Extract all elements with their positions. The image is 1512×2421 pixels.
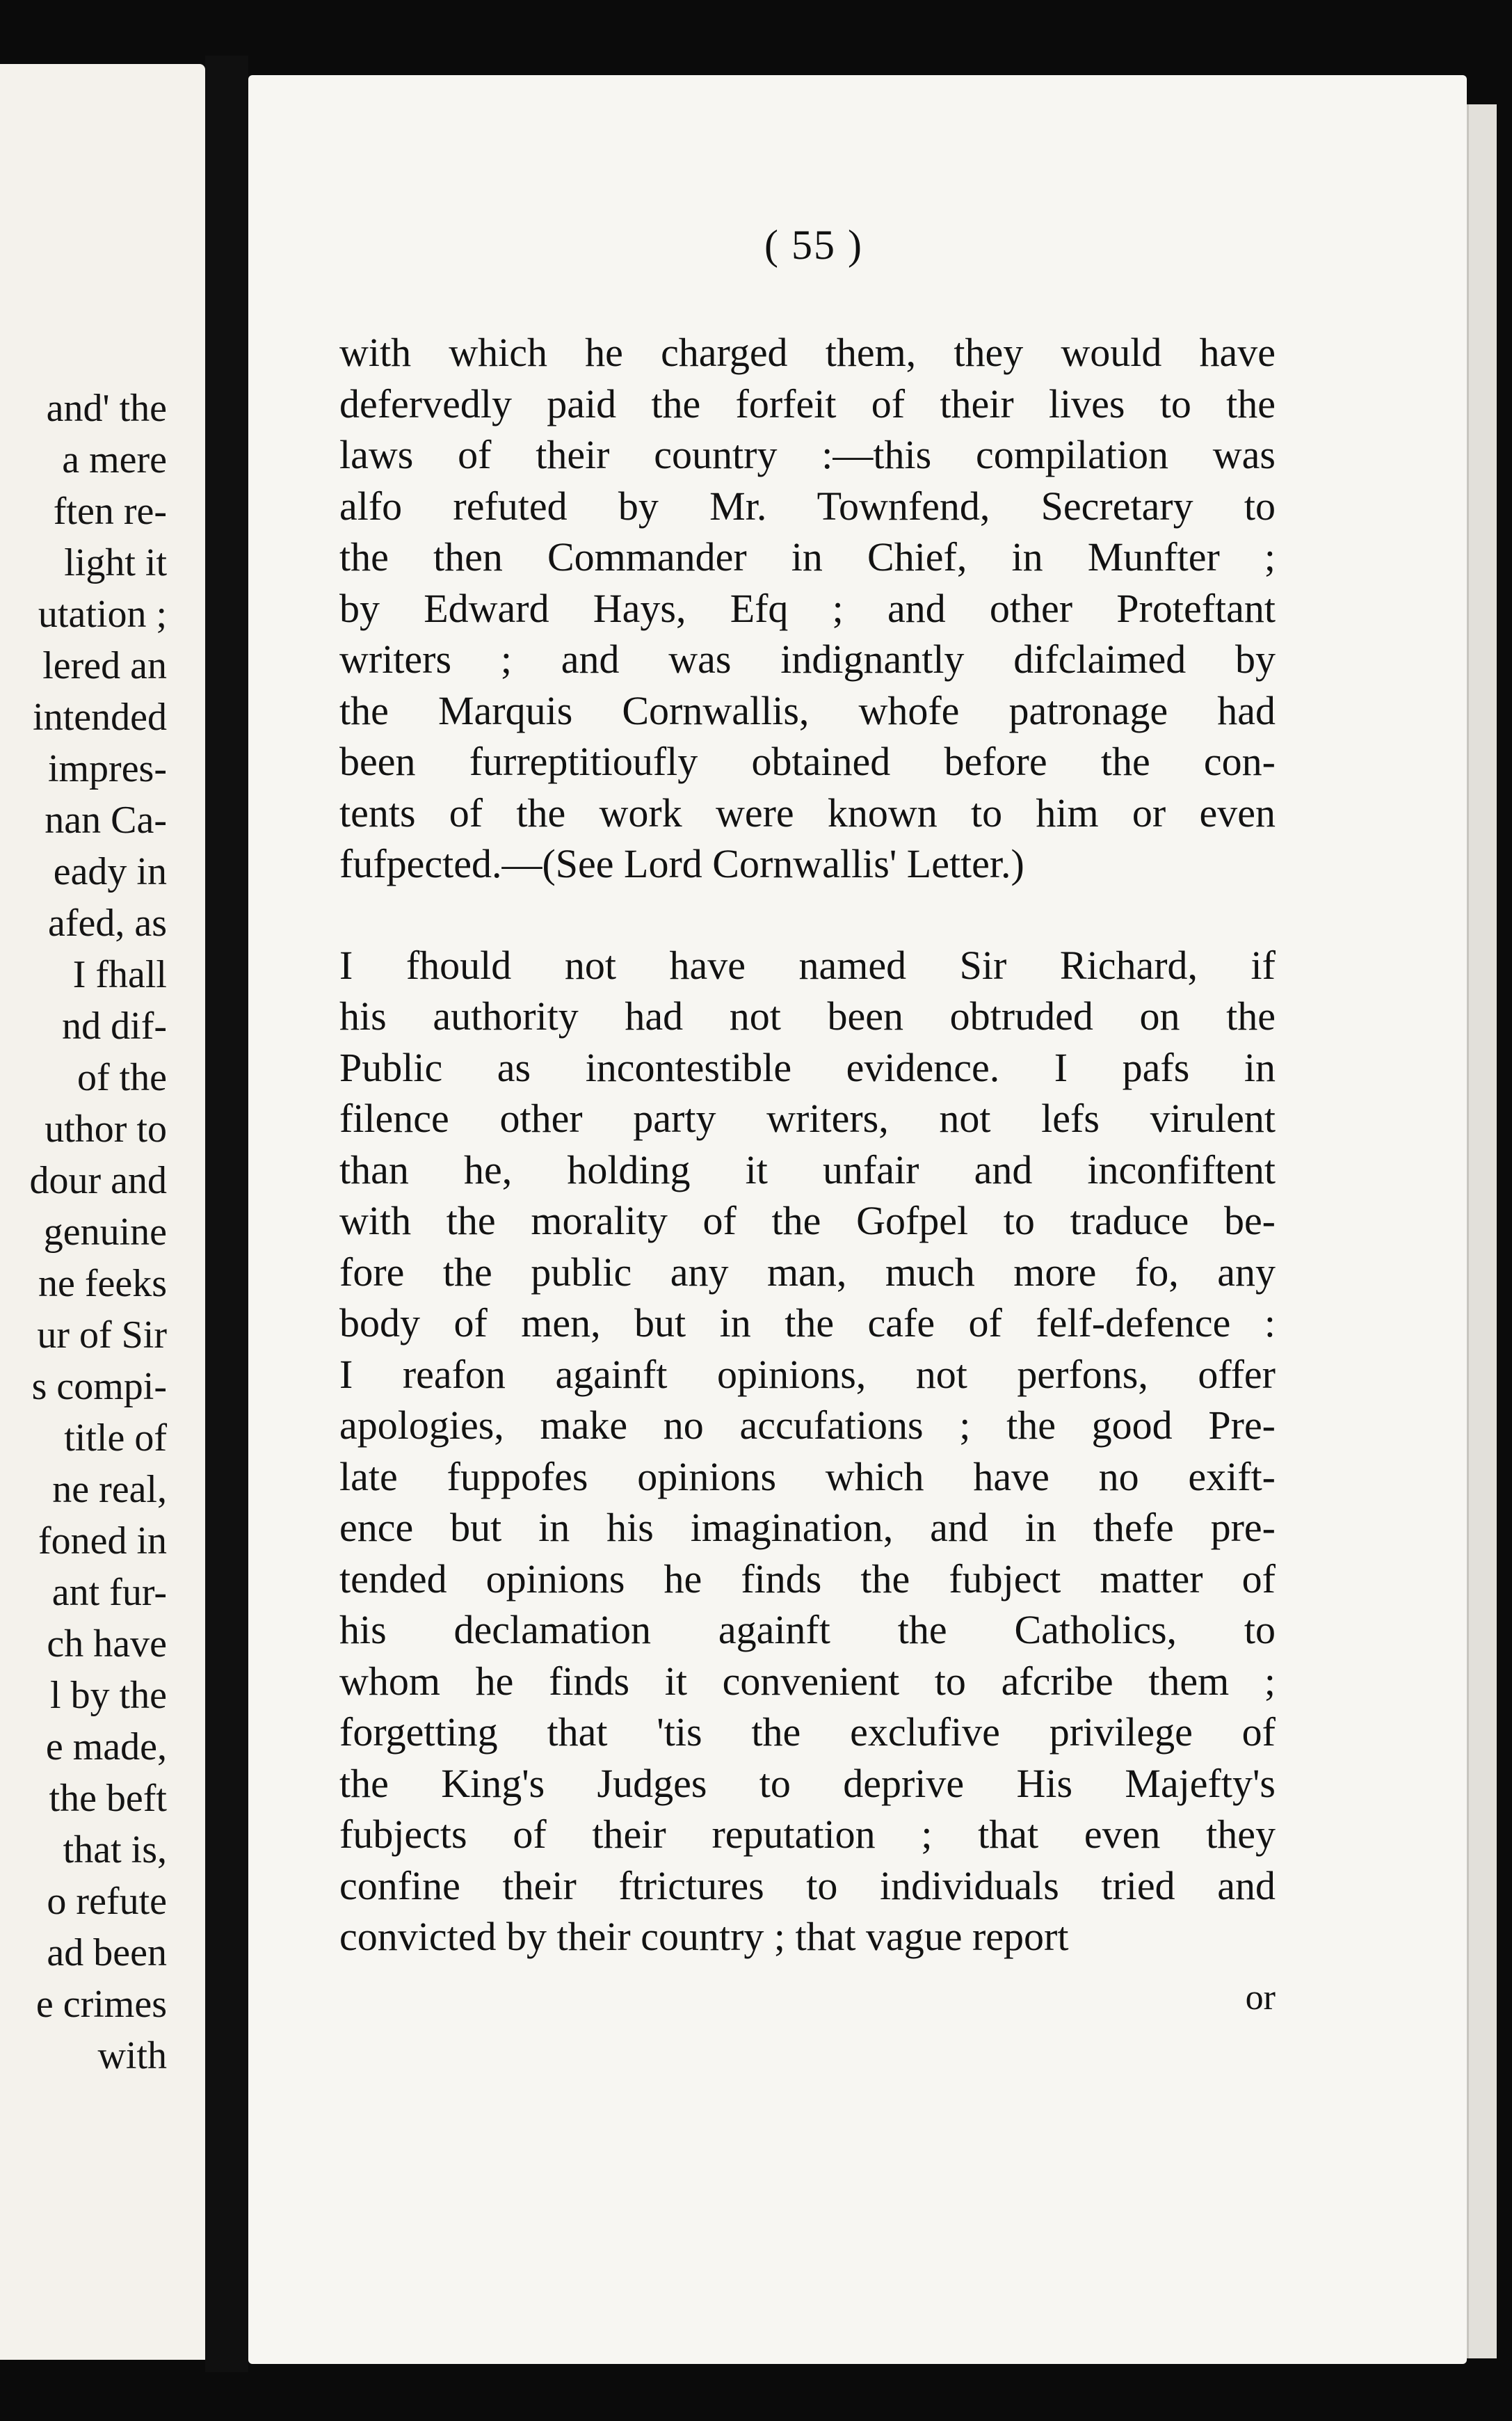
text-line: laws of their country :—this compilation was <box>339 432 1276 477</box>
catchword: or <box>1245 1978 1276 2018</box>
text-line: whom he finds it convenient to afcribe them ; <box>339 1658 1276 1704</box>
text-line: Public as incontestible evidence. I pafs in <box>339 1044 1276 1090</box>
text-line: alfo refuted by Mr. Townfend, Secretary to <box>339 483 1276 529</box>
left-page-line: dour and <box>29 1159 167 1202</box>
left-page-line: title of <box>64 1416 167 1460</box>
left-page-line: afed, as <box>47 902 167 945</box>
text-line: his declamation againft the Catholics, to <box>339 1607 1276 1652</box>
left-page-line: o refute <box>47 1880 167 1923</box>
text-line: the then Commander in Chief, in Munfter ; <box>339 534 1276 580</box>
left-page-line: ch have <box>47 1622 167 1665</box>
left-page-line: a mere <box>62 438 167 481</box>
left-page-line: foned in <box>38 1519 167 1563</box>
text-line: apologies, make no accufations ; the good Pre- <box>339 1403 1276 1448</box>
left-page-line: and' the <box>46 387 167 430</box>
left-page-line: ne feeks <box>38 1262 167 1305</box>
text-line: tended opinions he finds the fubject matter of <box>339 1556 1276 1601</box>
text-line: than he, holding it unfair and inconfiftent <box>339 1146 1276 1192</box>
left-page-line: s compi- <box>31 1365 167 1408</box>
left-page-line: e made, <box>45 1725 167 1768</box>
text-line: forgetting that 'tis the exclufive privilege of <box>339 1709 1276 1755</box>
page-body <box>339 327 1276 1963</box>
left-page-line: nan Ca- <box>45 799 167 842</box>
left-page-line: ften re- <box>53 490 167 533</box>
text-line: convicted by their country ; that vague report <box>339 1914 1069 1959</box>
text-line: with the morality of the Gofpel to traduce be- <box>339 1198 1276 1243</box>
text-line: fubjects of their reputation ; that even they <box>339 1812 1276 1857</box>
left-page-line: nd dif- <box>62 1005 167 1048</box>
text-line: the King's Judges to deprive His Majefty's <box>339 1760 1276 1806</box>
left-page-line: utation ; <box>38 593 167 636</box>
text-line: filence other party writers, not lefs virulent <box>339 1096 1276 1141</box>
book-gutter <box>205 56 248 2372</box>
left-page-line: lered an <box>42 644 167 687</box>
text-line: confine their ftrictures to individuals tried and <box>339 1862 1276 1908</box>
text-line: fore the public any man, much more fo, any <box>339 1249 1276 1295</box>
left-page-line: ad been <box>47 1931 167 1974</box>
text-line: his authority had not been obtruded on the <box>339 993 1276 1039</box>
text-line: with which he charged them, they would have <box>339 330 1276 375</box>
left-page-text-fragments <box>0 383 167 2082</box>
left-page-line: l by the <box>50 1674 167 1717</box>
left-page-line: with <box>97 2034 167 2077</box>
left-page-line: ur of Sir <box>37 1313 167 1357</box>
text-line: the Marquis Cornwallis, whofe patronage had <box>339 687 1276 733</box>
text-line: tents of the work were known to him or even <box>339 790 1276 836</box>
text-line: defervedly paid the forfeit of their lives to the <box>339 381 1276 426</box>
left-page-line: impres- <box>47 747 167 790</box>
text-line: body of men, but in the cafe of felf-defence : <box>339 1300 1276 1345</box>
left-page <box>0 64 205 2360</box>
text-line: late fuppofes opinions which have no exift- <box>339 1453 1276 1499</box>
paragraph-2 <box>339 940 1276 1963</box>
left-page-line: that is, <box>63 1828 167 1871</box>
left-page-line: eady in <box>53 850 167 893</box>
left-page-line: genuine <box>43 1210 167 1254</box>
text-line: writers ; and was indignantly difclaimed by <box>339 637 1276 682</box>
left-page-line: of the <box>77 1056 167 1099</box>
left-page-line: light it <box>64 541 167 584</box>
text-line: ence but in his imagination, and in thefe pre- <box>339 1505 1276 1550</box>
left-page-line: I fhall <box>72 953 167 996</box>
page-number: ( 55 ) <box>764 222 863 268</box>
left-page-line: ant fur- <box>51 1571 167 1614</box>
text-line: fufpected.—(See Lord Cornwallis' Letter.) <box>339 841 1024 886</box>
left-page-line: the beft <box>49 1777 167 1820</box>
text-line: I fhould not have named Sir Richard, if <box>339 942 1276 988</box>
left-page-line: ne real, <box>52 1468 167 1511</box>
left-page-line: intended <box>33 696 167 739</box>
page-edge <box>1467 104 1497 2358</box>
text-line: by Edward Hays, Efq ; and other Proteftant <box>339 585 1276 631</box>
paragraph-1 <box>339 327 1276 890</box>
text-line: been furreptitioufly obtained before the con- <box>339 739 1276 784</box>
text-line: I reafon againft opinions, not perfons, offer <box>339 1351 1276 1397</box>
left-page-line: e crimes <box>35 1983 167 2026</box>
left-page-line: uthor to <box>45 1108 167 1151</box>
